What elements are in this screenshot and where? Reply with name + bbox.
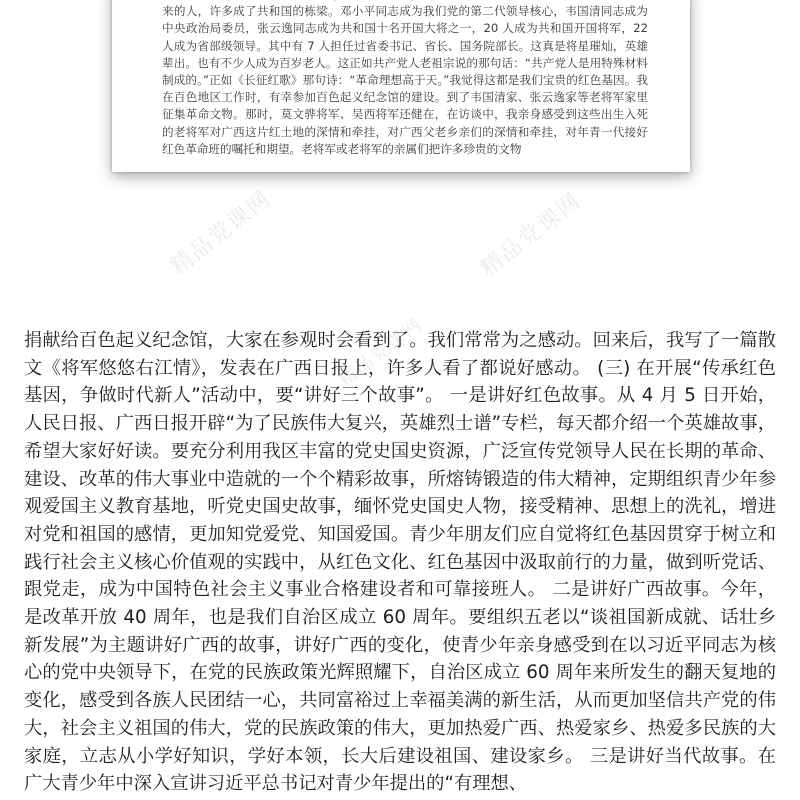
- document-preview-card: [112, 0, 690, 172]
- watermark: 精品党课网: [335, 313, 427, 392]
- document-body-text: 捐献给百色起义纪念馆，大家在参观时会看到了。我们常常为之感动。回来后，我写了一篇散文《将军悠悠右江情》，发表在广西日报上，许多人看了都说好感动。 (三) 在开展“传承红色基因，争做时代新人”活动中，要“讲好三个故事”。 一是讲好红色故事。从 4 月 5 日开始，人民日报、广西日报开辟“为了民族伟大复兴，英雄烈士谱”专栏，每天都介绍一个英雄故事，希望大家好好读。要充分利用我区丰富的党史国史资源，广泛宣传党领导人民在长期的革命、建设、改革的伟大事业中造就的一个个精彩故事，所熔铸锻造的伟大精神，定期组织青少年参观爱国主义教育基地，听党史国史故事，缅怀党史国史人物，接受精神、思想上的洗礼，增进对党和祖国的感情，更加知党爱党、知国爱国。青少年朋友们应自觉将红色基因贯穿于树立和践行社会主义核心价值观的实践中，从红色文化、红色基因中汲取前行的力量，做到听党话、跟党走，成为中国特色社会主义事业合格建设者和可靠接班人。 二是讲好广西故事。今年，是改革开放 40 周年，也是我们自治区成立 60 周年。要组织五老以“谈祖国新成就、话壮乡新发展”为主题讲好广西的故事，讲好广西的变化，使青少年亲身感受到在以习近平同志为核心的党中央领导下，在党的民族政策光辉照耀下，自治区成立 60 周年来所发生的翻天复地的变化，感受到各族人民团结一心，共同富裕过上幸福美满的新生活，从而更加坚信共产党的伟大，社会主义祖国的伟大，党的民族政策的伟大，更加热爱广西、热爱家乡、热爱多民族的大家庭，立志从小学好知识，学好本领，长大后建设祖国、建设家乡。 三是讲好当代故事。在广大青少年中深入宣讲习近平总书记对青少年提出的“有理想、: [24, 330, 776, 795]
- watermark: 精品党课网: [476, 188, 587, 282]
- watermark: 精品党课网: [166, 186, 277, 280]
- preview-card-text: 来的人，许多成了共和国的栋梁。邓小平同志成为我们党的第二代领导核心，韦国清同志成为中央政治局委员，张云逸同志成为共和国十名开国大将之一，20 人成为共和国开国将军，22 人成为省部级领导。其中有 7 人担任过省委书记、省长、国务院部长。这真是将星璀灿，英雄辈出。也有不少人成为百岁老人。这正如共产党人老祖宗说的那句话：“共产党人是用特殊材料制成的。”正如《长征红歌》那句诗：“革命理想高于天。”我觉得这都是我们宝贵的红色基因。我在百色地区工作时，有幸参加百色起义纪念馆的建设。到了韦国清家、张云逸家等老将军家里征集革命文物。那时，莫文骅将军、吴西将军还健在，在访谈中，我亲身感受到这些出生入死的老将军对广西这片红土地的深情和牵挂，对广西父老乡亲们的深情和牵挂，对年青一代接好红色革命班的嘱托和期望。老将军或老将军的亲属们把许多珍贵的文物: [162, 4, 648, 156]
